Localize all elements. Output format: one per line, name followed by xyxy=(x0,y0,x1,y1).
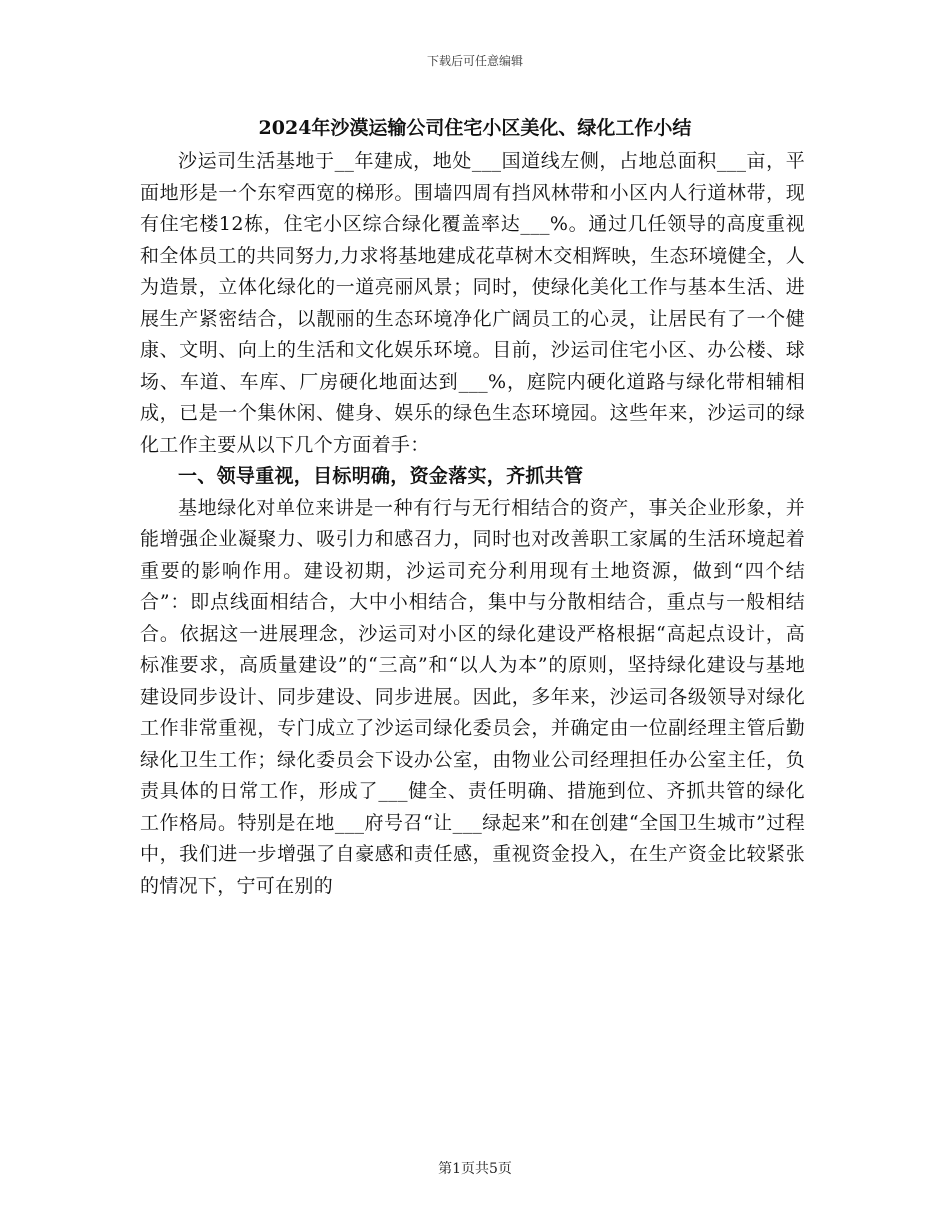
section-heading: 一、领导重视，目标明确，资金落实，齐抓共管 xyxy=(178,465,584,487)
section-paragraph: 基地绿化对单位来讲是一种有行与无行相结合的资产，事关企业形象，并能增强企业凝聚力、吸引力和感召力，同时也对改善职工家属的生活环境起着重要的影响作用。建设初期，沙运司充分利用现有土地资源，做到“四个结合”：即点线面相结合，大中小相结合，集中与分散相结合，重点与一般相结合。依据这一进展理念，沙运司对小区的绿化建设严格根据“高起点设计，高标准要求，高质量建设”的“三高”和“以人为本”的原则，坚持绿化建设与基地建设同步设计、同步建设、同步进展。因此，多年来，沙运司各级领导对绿化工作非常重视，专门成立了沙运司绿化委员会，并确定由一位副经理主管后勤绿化卫生工作；绿化委员会下设办公室，由物业公司经理担任办公室主任，负责具体的日常工作，形成了___健全、责任明确、措施到位、齐抓共管的绿化工作格局。特别是在地___府号召“让___绿起来”和在创建“全国卫生城市”过程中，我们进一步增强了自豪感和责任感，重视资金投入，在生产资金比较紧张的情况下，宁可在别的 xyxy=(140,496,805,897)
intro-paragraph: 沙运司生活基地于__年建成，地处___国道线左侧，占地总面积___亩，平面地形是一个东窄西宽的梯形。围墙四周有挡风林带和小区内人行道林带，现有住宅楼12栋，住宅小区综合绿化覆盖率达___%。通过几任领导的高度重视和全体员工的共同努力,力求将基地建成花草树木交相辉映，生态环境健全，人为造景，立体化绿化的一道亮丽风景；同时，使绿化美化工作与基本生活、进展生产紧密结合，以靓丽的生态环境净化广阔员工的心灵，让居民有了一个健康、文明、向上的生活和文化娱乐环境。目前，沙运司住宅小区、办公楼、球场、车道、车库、厂房硬化地面达到___%，庭院内硬化道路与绿化带相辅相成，已是一个集休闲、健身、娱乐的绿色生态环境园。这些年来，沙运司的绿化工作主要从以下几个方面着手： xyxy=(140,150,805,456)
document-body xyxy=(140,146,805,902)
page-header-note: 下载后可任意编辑 xyxy=(426,54,523,68)
document-title: 2024年沙漠运输公司住宅小区美化、绿化工作小结 xyxy=(258,117,692,139)
page-number: 第1页共5页 xyxy=(438,1161,512,1177)
